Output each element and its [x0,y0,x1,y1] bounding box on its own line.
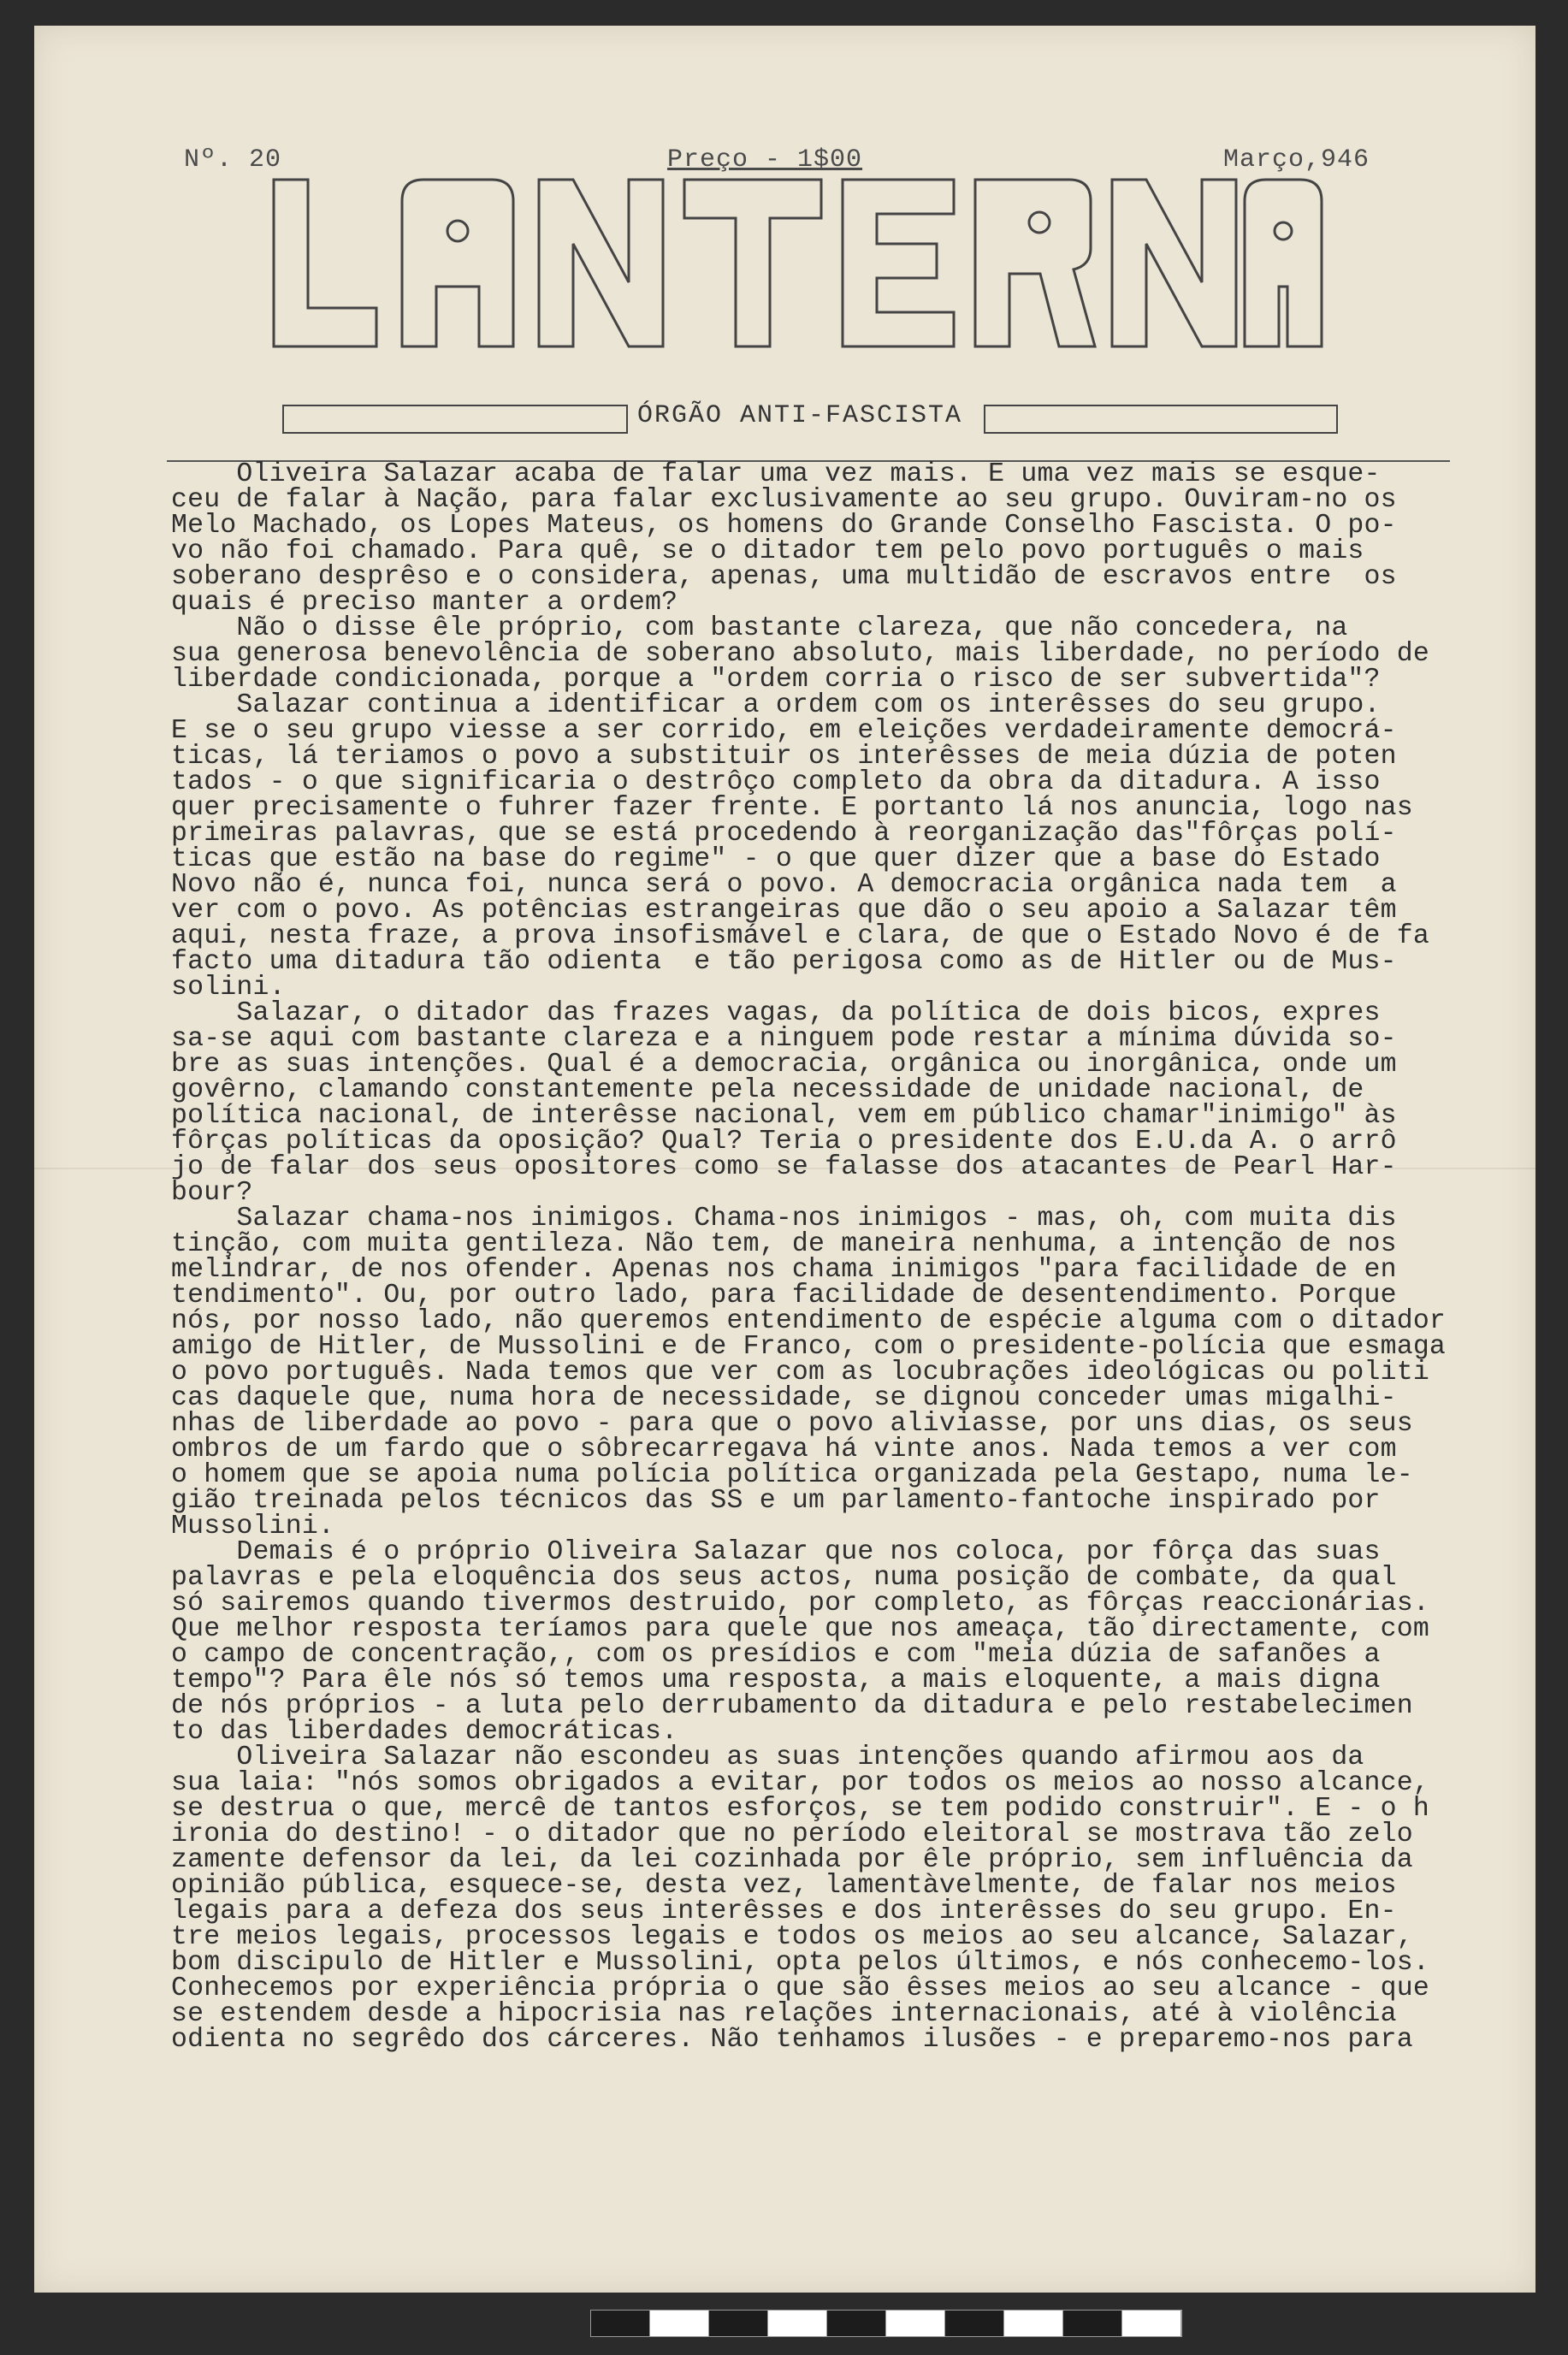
article-line: cas daquele que, numa hora de necessidade, se dignou conceder umas migalhi- [171,1383,1397,1413]
article-line: Conhecemos por experiência própria o que são êsses meios ao seu alcance - que [171,1973,1429,2003]
article-line: Salazar continua a identificar a ordem com os interêsses do seu grupo. [171,690,1381,720]
article-line: ceu de falar à Nação, para falar exclusivamente ao seu grupo. Ouviram-no os [171,485,1397,515]
article-line: bom discipulo de Hitler e Mussolini, opta pelos últimos, e nós conhecemo-los. [171,1948,1429,1978]
article-line: zamente defensor da lei, da lei cozinhada por êle próprio, sem influência da [171,1845,1413,1875]
article-line: o homem que se apoia numa polícia política organizada pela Gestapo, numa le- [171,1460,1413,1490]
article-line: se estendem desde a hipocrisia nas relações internacionais, até à violência [171,1999,1397,2029]
article-line: govêrno, clamando constantemente pela necessidade de unidade nacional, de [171,1075,1364,1105]
article-line: sa-se aqui com bastante clareza e a ninguem pode restar a mínima dúvida so- [171,1024,1397,1054]
price: Preço - 1$00 [667,145,863,175]
article-line: solini. [171,973,286,1003]
article-line: facto uma ditadura tão odienta e tão perigosa como as de Hitler ou de Mus- [171,947,1397,977]
article-line: odienta no segrêdo dos cárceres. Não tenhamos ilusões - e preparemo-nos para [171,2025,1413,2055]
article-line: se destrua o que, mercê de tantos esforços, se tem podido construir". E - o h [171,1794,1429,1824]
subtitle: ÓRGÃO ANTI-FASCISTA [637,401,963,430]
article-line: Mussolini. [171,1512,335,1541]
article-line: bre as suas intenções. Qual é a democracia, orgânica ou inorgânica, onde um [171,1050,1397,1080]
article-line: gião treinada pelos técnicos das SS e um parlamento-fantoche inspirado por [171,1486,1381,1516]
article-line: nós, por nosso lado, não queremos entendimento de espécie alguma com o ditador [171,1306,1447,1336]
article-line: Oliveira Salazar não escondeu as suas intenções quando afirmou aos da [171,1743,1364,1772]
issue-number: Nº. 20 [184,145,282,175]
subtitle-row [248,399,1471,442]
article-line: melindrar, de nos ofender. Apenas nos chama inimigos "para facilidade de en [171,1255,1397,1285]
article-line: jo de falar dos seus opositores como se falasse dos atacantes de Pearl Har- [171,1152,1397,1182]
article-line: Não o disse êle próprio, com bastante clareza, que não concedera, na [171,613,1348,643]
article-line: Novo não é, nunca foi, nunca será o povo. A democracia orgânica nada tem a [171,870,1397,900]
article-line: legais para a defeza dos seus interêsses e dos interêsses do seu grupo. En- [171,1896,1397,1926]
article-line: tados - o que significaria o destrôço completo da obra da ditadura. A isso [171,767,1381,797]
article-line: ombros de um fardo que o sôbrecarregava há vinte anos. Nada temos a ver com [171,1435,1397,1464]
article-line: E se o seu grupo viesse a ser corrido, em eleições verdadeiramente democrá- [171,716,1397,746]
subtitle-box-right [984,405,1338,434]
newspaper-page [34,26,1535,2293]
article-line: Oliveira Salazar acaba de falar uma vez mais. E uma vez mais se esque- [171,459,1381,489]
article-line: to das liberdades democráticas. [171,1717,678,1747]
article-line: Salazar, o ditador das frazes vagas, da política de dois bicos, expres [171,998,1381,1028]
article-line: sua laia: "nós somos obrigados a evitar, por todos os meios ao nosso alcance, [171,1768,1429,1798]
article-line: o povo português. Nada temos que ver com as locubrações ideológicas ou politi [171,1358,1429,1388]
article-line: ticas, lá teriamos o povo a substituir os interêsses de meia dúzia de poten [171,742,1397,772]
subtitle-box-left [282,405,628,434]
article-line: ticas que estão na base do regime" - o que quer dizer que a base do Estado [171,844,1381,874]
article-line: tre meios legais, processos legais e todos os meios ao seu alcance, Salazar, [171,1922,1413,1952]
article-line: fôrças políticas da oposição? Qual? Teria o presidente dos E.U.da A. o arrô [171,1127,1397,1157]
masthead-logo [265,175,1326,355]
article-line: de nós próprios - a luta pelo derrubamento da ditadura e pelo restabelecimen [171,1691,1413,1721]
article-line: liberdade condicionada, porque a "ordem corria o risco de ser subvertida"? [171,665,1381,695]
article-body [171,459,1480,2055]
article-line: tempo"? Para êle nós só temos uma resposta, a mais eloquente, a mais digna [171,1666,1381,1695]
article-line: aqui, nesta fraze, a prova insofismável e clara, de que o Estado Novo é de fa [171,921,1429,951]
article-line: palavras e pela eloquência dos seus actos, numa posição de combate, da qual [171,1563,1397,1593]
article-line: Demais é o próprio Oliveira Salazar que nos coloca, por fôrça das suas [171,1537,1381,1567]
article-line: quer precisamente o fuhrer fazer frente. E portanto lá nos anuncia, logo nas [171,793,1413,823]
article-line: ironia do destino! - o ditador que no período eleitoral se mostrava tão zelo [171,1820,1413,1849]
issue-date: Março,946 [1223,145,1370,175]
article-line: ver com o povo. As potências estrangeiras que dão o seu apoio a Salazar têm [171,896,1397,926]
article-line: Salazar chama-nos inimigos. Chama-nos inimigos - mas, oh, com muita dis [171,1204,1397,1234]
article-line: o campo de concentração,, com os presídios e com "meia dúzia de safanões a [171,1640,1381,1670]
article-line: primeiras palavras, que se está procedendo à reorganização das"fôrças polí- [171,819,1397,849]
article-line: tinção, com muita gentileza. Não tem, de maneira nenhuma, a intenção de nos [171,1229,1397,1259]
article-line: Que melhor resposta teríamos para quele que nos ameaça, tão directamente, com [171,1614,1429,1644]
article-line: só sairemos quando tivermos destruido, por completo, as fôrças reaccionárias. [171,1589,1429,1618]
article-line: amigo de Hitler, de Mussolini e de Franco, com o presidente-polícia que esmaga [171,1332,1447,1362]
article-line: Melo Machado, os Lopes Mateus, os homens do Grande Conselho Fascista. O po- [171,511,1397,541]
article-line: bour? [171,1178,253,1208]
article-line: política nacional, de interêsse nacional, vem em público chamar"inimigo" às [171,1101,1397,1131]
article-line: quais é preciso manter a ordem? [171,588,678,618]
article-line: soberano desprêso e o considera, apenas, uma multidão de escravos entre os [171,562,1397,592]
article-line: nhas de liberdade ao povo - para que o povo aliviasse, por uns dias, os seus [171,1409,1413,1439]
article-line: tendimento". Ou, por outro lado, para facilidade de desentendimento. Porque [171,1281,1397,1311]
article-line: opinião pública, esquece-se, desta vez, lamentàvelmente, de falar nos meios [171,1871,1397,1901]
scale-ruler [590,2310,1182,2337]
article-line: vo não foi chamado. Para quê, se o ditador tem pelo povo português o mais [171,536,1364,566]
article-line: sua generosa benevolência de soberano absoluto, mais liberdade, no período de [171,639,1429,669]
